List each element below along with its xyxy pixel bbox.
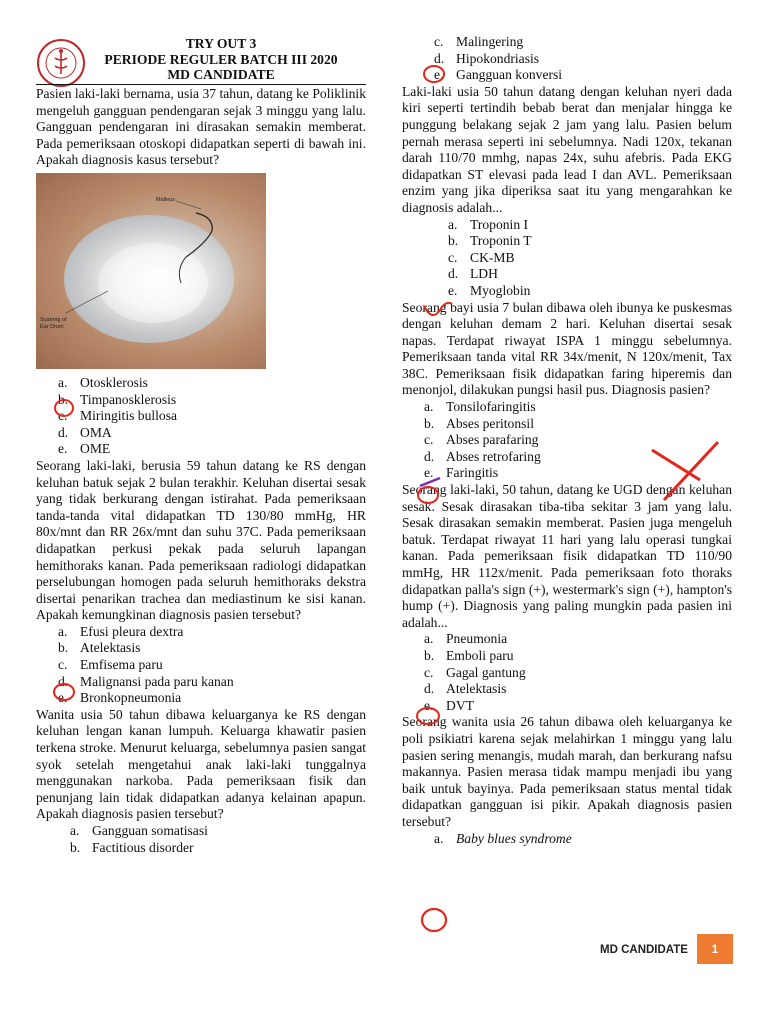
question-3-text: Wanita usia 50 tahun dibawa keluarganya ke RS dengan keluhan lengan kanan lumpuh. Keluarga khawatir pasien terkena stroke. Menurut keluarga, sebelumnya pasien sangat syok setelah mengetahui anak laki-laki tunggalnya menggunakan narkoba. Pada pemeriksaan fisik dan penunjang lain tidak didapatkan adanya kelainan apapun. Apakah diagnosis pasien tersebut? bbox=[36, 706, 366, 822]
md-candidate-logo bbox=[36, 38, 86, 88]
option[interactable]: d. LDH bbox=[448, 266, 498, 282]
question-5-options bbox=[424, 399, 732, 482]
otoscopy-image bbox=[36, 173, 266, 369]
option[interactable]: c. CK-MB bbox=[448, 249, 515, 265]
scarring-label-1: Scarring of bbox=[40, 316, 67, 323]
header-subtitle: PERIODE REGULER BATCH III 2020 bbox=[104, 51, 338, 67]
question-4-options bbox=[448, 217, 732, 300]
question-2-options bbox=[58, 624, 366, 707]
option[interactable]: a. Tonsilofaringitis bbox=[424, 399, 536, 415]
option[interactable]: b. Emboli paru bbox=[424, 647, 514, 663]
option[interactable]: d. OMA bbox=[58, 424, 112, 440]
option[interactable]: a. Pneumonia bbox=[424, 631, 508, 647]
left-column bbox=[36, 86, 366, 856]
question-5-text: Seorang bayi usia 7 bulan dibawa oleh ibunya ke puskesmas dengan keluhan demam 2 hari. Keluhan disertai sesak napas. Terdapat riwayat ISPA 1 minggu sebelumnya. Pemeriksaan tanda vital RR 34x/menit, N 120x/menit, Tax 38C. Pemeriksaan fisik didapatkan faring hiperemis dan menonjol, dilakukan pungsi hasil pus. Diagnosis pasien? bbox=[402, 299, 732, 398]
document-header bbox=[86, 36, 356, 83]
header-title: TRY OUT 3 bbox=[185, 36, 257, 51]
option[interactable]: a. Troponin I bbox=[448, 216, 529, 232]
right-column bbox=[402, 34, 732, 847]
question-6-options bbox=[424, 631, 732, 714]
option[interactable]: b. Troponin T bbox=[448, 233, 532, 249]
option[interactable]: a. Baby blues syndrome bbox=[434, 830, 572, 846]
option[interactable]: c. Emfisema paru bbox=[58, 657, 163, 673]
page-number: 1 bbox=[697, 934, 733, 964]
question-4-text: Laki-laki usia 50 tahun datang dengan keluhan nyeri dada kiri seperti tertindih bebab berat dan menjalar hingga ke punggung belakang sejak 2 jam yang lalu. Pasien belum pernah merasa seperti ini sebelumnya. Nadi 120x, tekanan darah 110/70 mmhg, napas 24x, suhu afebris. Pada EKG didapatkan ST elevasi pada lead I dan AVL. Pemeriksaan enzim yang jika diperiksa saat itu yang mengarahkan ke diagnosis adalah... bbox=[402, 83, 732, 215]
malleus-label: Malleus bbox=[156, 196, 175, 203]
option[interactable]: e. Myoglobin bbox=[448, 282, 531, 298]
option[interactable]: b. Timpanosklerosis bbox=[58, 391, 177, 407]
option[interactable]: c. Abses parafaring bbox=[424, 432, 539, 448]
option[interactable]: a. Efusi pleura dextra bbox=[58, 623, 184, 639]
option[interactable]: a. Gangguan somatisasi bbox=[70, 823, 208, 838]
option[interactable]: c. Gagal gantung bbox=[424, 664, 526, 680]
option[interactable]: e. Gangguan konversi bbox=[434, 67, 563, 83]
option[interactable]: b. Factitious disorder bbox=[70, 839, 194, 855]
option[interactable]: d. Abses retrofaring bbox=[424, 448, 541, 464]
circle-mark-q7 bbox=[422, 909, 446, 931]
header-brand: MD CANDIDATE bbox=[167, 67, 275, 82]
question-6-text: Seorang laki-laki, 50 tahun, datang ke UGD dengan keluhan sesak. Sesak dirasakan tiba-tiba sekitar 3 jam yang lalu. Sesak dirasakan semakin memberat. Pasien juga mengeluh batuk. Terdapat riwayat 11 hari yang lalu operasi tungkai kanan. Pada pemeriksaan fisik didapatkan TD 110/90 mmHg, HR 112x/menit. Pada pemeriksaan foto thoraks didapatkan palla's sign (+), westermark's sign (+), hampton's hump (+). Diagnosis yang paling mungkin pada pasien ini adalah... bbox=[402, 482, 732, 630]
scarring-label-2: Ear Drum bbox=[40, 323, 64, 330]
question-3-options-left bbox=[70, 823, 366, 856]
option[interactable]: b. Atelektasis bbox=[58, 640, 141, 656]
option[interactable]: e. OME bbox=[58, 441, 111, 457]
question-1-text: Pasien laki-laki bernama, usia 37 tahun, datang ke Poliklinik mengeluh gangguan pendengaran sejak 3 minggu yang lalu. Gangguan pendengaran ini dirasakan semakin memberat. Pada pemeriksaan otoskopi didapatkan seperti di bawah ini. Apakah diagnosis kasus tersebut? bbox=[36, 86, 366, 168]
question-2-text: Seorang laki-laki, berusia 59 tahun datang ke RS dengan keluhan batuk sejak 2 bulan terakhir. Keluhan disertai sesak yang tidak berkurang dengan istirahat. Pada pemeriksaan tanda-tanda vital didapatkan TD 130/80 mmHg, HR 80x/mnt dan RR 26x/mnt dan suhu 37C. Pada pemeriksaan didapatkan perkusi pekak pada seluruh lapangan hemithoraks kanan. Pada pemeriksaan radiologi didapatkan perselubungan homogen pada seluruh hemithoraks dekstra disertai penarikan trachea dan mediastinum ke sisi kanan. Apakah kemungkinan diagnosis pasien tersebut? bbox=[36, 457, 366, 623]
option[interactable]: d. Hipokondriasis bbox=[434, 50, 540, 66]
option[interactable]: b. Abses peritonsil bbox=[424, 415, 534, 431]
question-7-text: Seorang wanita usia 26 tahun dibawa oleh keluarganya ke poli psikiatri karena sejak melahirkan 1 minggu yang lalu pasien sering menangis, mudah marah, dan berkurang nafsu makannya. Pasien merasa tidak mampu menjadi ibu yang baik untuk bayinya. Pada pemeriksaan status mental tidak didapatkan gangguan isi pikir. Apakah diagnosis pasien tersebut? bbox=[402, 714, 732, 829]
option[interactable]: a. Otosklerosis bbox=[58, 374, 148, 390]
option[interactable]: e. Faringitis bbox=[424, 465, 499, 481]
footer-brand: MD CANDIDATE bbox=[600, 944, 688, 956]
option[interactable]: e. Bronkopneumonia bbox=[58, 690, 182, 706]
option[interactable]: e. DVT bbox=[424, 697, 474, 713]
question-1-options bbox=[58, 375, 366, 458]
option[interactable]: c. Malingering bbox=[434, 34, 524, 49]
option[interactable]: d. Malignansi pada paru kanan bbox=[58, 673, 234, 689]
option[interactable]: c. Miringitis bullosa bbox=[58, 408, 178, 424]
question-7-options bbox=[434, 831, 732, 848]
header-divider bbox=[36, 84, 366, 85]
question-3-options-right bbox=[434, 34, 732, 84]
option[interactable]: d. Atelektasis bbox=[424, 681, 507, 697]
malleus-lines bbox=[36, 173, 266, 369]
